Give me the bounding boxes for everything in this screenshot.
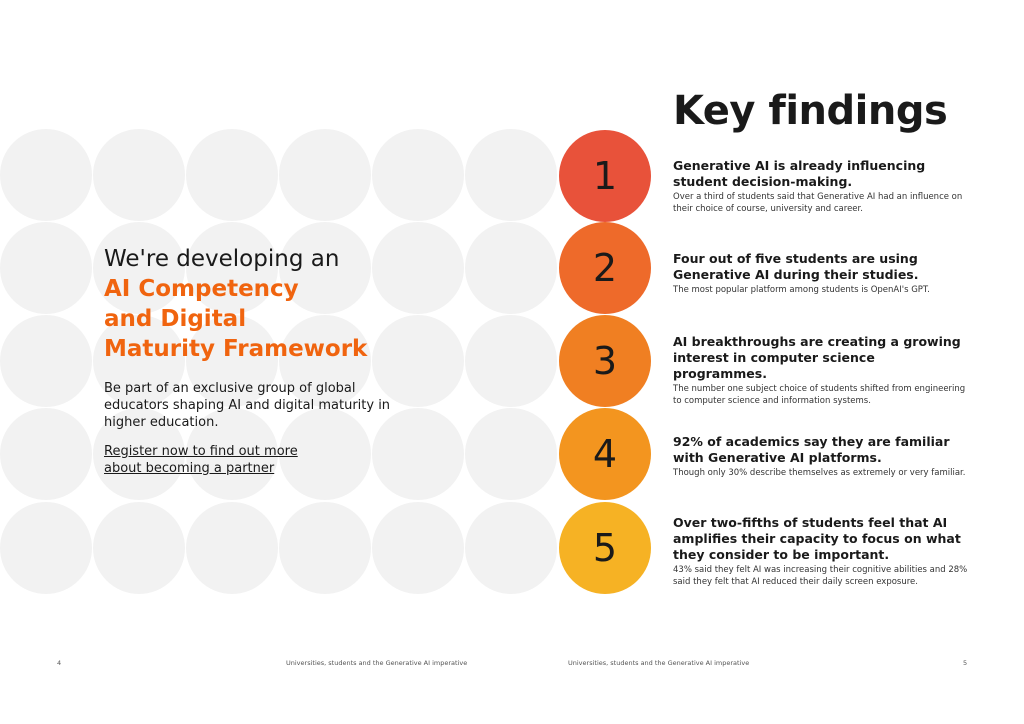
finding-headline: Four out of five students are using Generative AI during their studies. [673,251,919,282]
background-circle [186,129,278,221]
finding-item [673,515,973,588]
intro-text: We're developing an [104,246,340,272]
finding-number-badge: 4 [559,408,651,500]
background-circle [465,129,557,221]
finding-detail: The most popular platform among students is OpenAI's GPT. [673,285,930,295]
finding-number-badge: 2 [559,222,651,314]
left-running-title: Universities, students and the Generative AI imperative [286,659,468,667]
background-circle [0,315,92,407]
finding-item [673,251,973,296]
finding-headline: Generative AI is already influencing student decision-making. [673,158,926,189]
left-page-number: 4 [57,659,62,667]
finding-headline: 92% of academics say they are familiar with Generative AI platforms. [673,434,950,465]
framework-name-line-2: and Digital [104,306,247,332]
finding-headline: Over two-fifths of students feel that AI amplifies their capacity to focus on what they consider to be important. [673,515,961,562]
background-circle [372,129,464,221]
background-circle [186,502,278,594]
finding-number-badge: 5 [559,502,651,594]
page-title: Key findings [673,88,948,134]
finding-item [673,158,973,215]
finding-detail: Over a third of students said that Generative AI had an influence on their choice of course, university and career. [673,192,963,214]
background-circle [0,129,92,221]
background-circle [465,315,557,407]
background-circle [279,129,371,221]
right-page-number: 5 [963,659,968,667]
background-circle [465,408,557,500]
finding-detail: The number one subject choice of students shifted from engineering to computer science and information systems. [673,384,966,406]
finding-item [673,434,973,479]
finding-number-badge: 3 [559,315,651,407]
finding-detail: Though only 30% describe themselves as extremely or very familiar. [673,468,966,478]
background-circle [0,502,92,594]
background-circle [0,408,92,500]
finding-headline: AI breakthroughs are creating a growing interest in computer science programmes. [673,334,961,381]
register-link[interactable]: Register now to find out more about becoming a partner [104,444,298,476]
framework-name-line-3: Maturity Framework [104,336,368,362]
background-circle [372,502,464,594]
background-circle [93,129,185,221]
partner-callout [104,244,404,477]
framework-name-line-1: AI Competency [104,276,299,302]
finding-number-badge: 1 [559,130,651,222]
background-circle [279,502,371,594]
background-circle [465,502,557,594]
background-circle [465,222,557,314]
right-running-title: Universities, students and the Generative AI imperative [568,659,750,667]
finding-detail: 43% said they felt AI was increasing their cognitive abilities and 28% said they felt that AI reduced their daily screen exposure. [673,565,968,587]
callout-description: Be part of an exclusive group of global educators shaping AI and digital maturity in higher education. [104,381,391,430]
background-circle [93,502,185,594]
finding-item [673,334,973,407]
background-circle [0,222,92,314]
